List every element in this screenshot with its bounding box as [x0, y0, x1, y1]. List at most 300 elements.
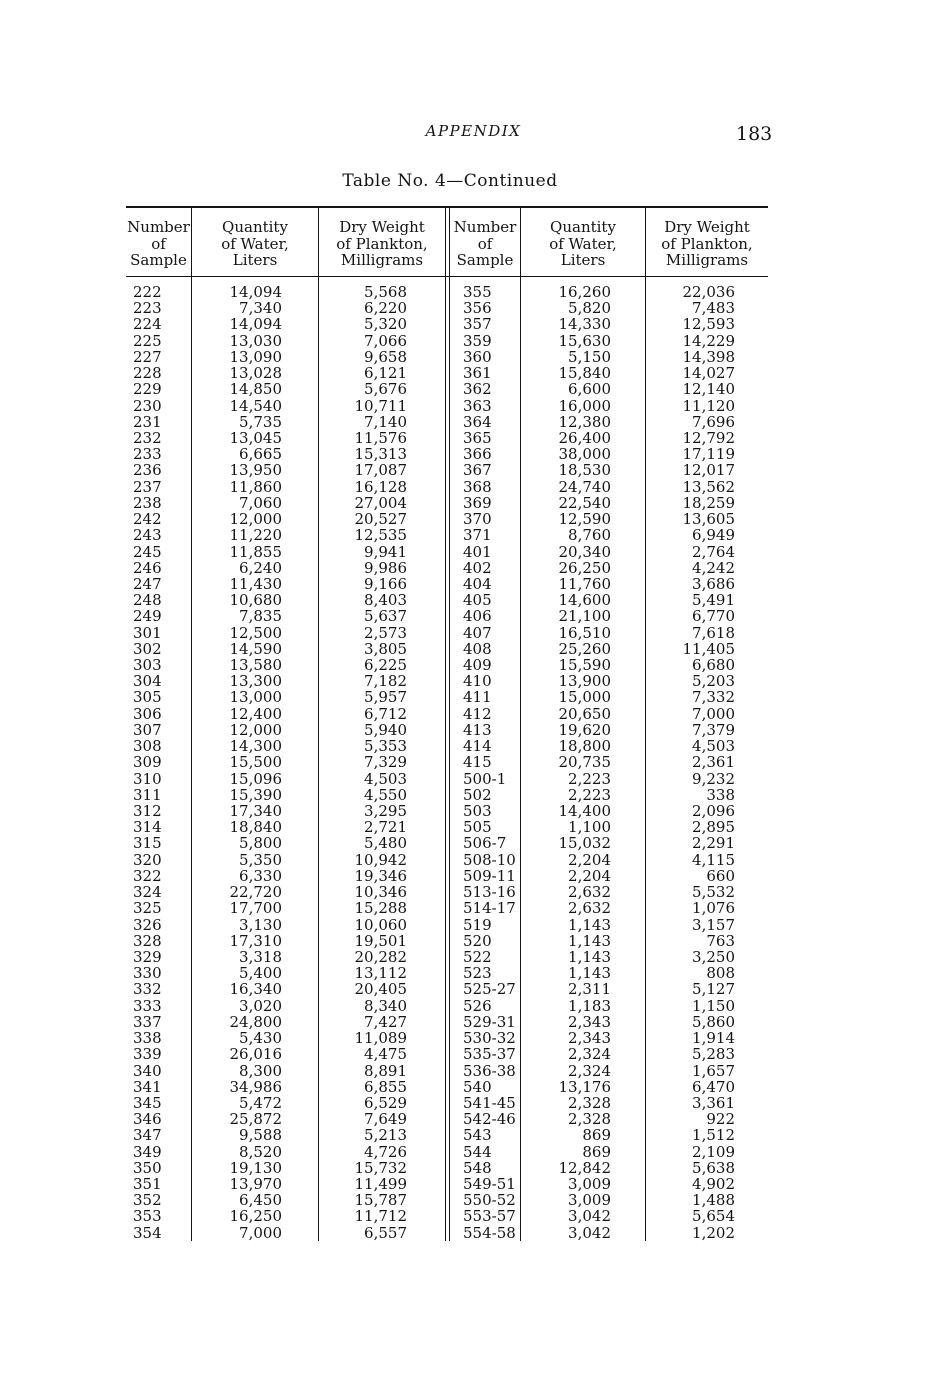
- table-cell: 346: [133, 1110, 162, 1129]
- table-cell: 502: [463, 785, 492, 804]
- table-cell: 7,618: [692, 623, 735, 642]
- header-line: Milligrams: [665, 251, 749, 269]
- table-cell: 6,529: [364, 1093, 407, 1112]
- table-cell: 5,491: [692, 591, 735, 610]
- table-cell: 5,735: [239, 412, 282, 431]
- header-line: Sample: [130, 251, 187, 269]
- table-cell: 8,760: [568, 526, 611, 545]
- header-line: of Water,: [221, 234, 289, 253]
- table-cell: 3,157: [692, 915, 735, 934]
- table-cell: 2,204: [568, 866, 611, 885]
- table-cell: 310: [133, 769, 162, 788]
- table-cell: 14,590: [229, 639, 282, 658]
- table-cell: 354: [133, 1223, 162, 1242]
- table-cell: 15,032: [558, 834, 611, 853]
- header-line: of Plankton,: [661, 234, 753, 253]
- table-cell: 535-37: [463, 1045, 516, 1064]
- table-cell: 3,318: [239, 947, 282, 966]
- table-cell: 14,300: [229, 737, 282, 756]
- header-dry-weight: [319, 219, 445, 269]
- table-cell: 355: [463, 283, 492, 301]
- table-cell: 406: [463, 607, 492, 626]
- table-title-dash: —: [446, 171, 464, 191]
- table-cell: 523: [463, 964, 492, 983]
- table-cell: 6,450: [239, 1191, 282, 1210]
- table-cell: 20,282: [354, 947, 407, 966]
- table-cell: 2,573: [364, 623, 407, 642]
- table-cell: 7,696: [692, 412, 735, 431]
- table-cell: 24,800: [229, 1012, 282, 1031]
- table-cell: 351: [133, 1175, 162, 1194]
- table-cell: 24,740: [558, 477, 611, 496]
- table-cell: 808: [706, 964, 735, 983]
- table-cell: 509-11: [463, 866, 516, 885]
- table-cell: 2,324: [568, 1061, 611, 1080]
- table-cell: 5,637: [364, 607, 407, 626]
- table-cell: 407: [463, 623, 492, 642]
- table-cell: 3,805: [364, 639, 407, 658]
- header-line: Liters: [232, 251, 278, 269]
- table-cell: 543: [463, 1126, 492, 1145]
- table-cell: 360: [463, 347, 492, 366]
- table-cell: 11,499: [354, 1175, 407, 1194]
- column-dry-weight-left: [319, 284, 407, 1241]
- table-cell: 404: [463, 574, 492, 593]
- table-cell: 7,483: [692, 299, 735, 318]
- table-cell: 554-58: [463, 1223, 516, 1242]
- table-cell: 14,850: [229, 380, 282, 399]
- table-cell: 6,121: [364, 364, 407, 383]
- table-cell: 308: [133, 737, 162, 756]
- table-cell: 231: [133, 412, 162, 431]
- table-cell: 15,096: [229, 769, 282, 788]
- header-line: Dry Weight: [664, 218, 750, 236]
- table-cell: 16,340: [229, 980, 282, 999]
- table-cell: 232: [133, 428, 162, 447]
- table-cell: 307: [133, 720, 162, 739]
- table-cell: 17,087: [354, 461, 407, 480]
- table-cell: 15,787: [354, 1191, 407, 1210]
- table-cell: 3,686: [692, 574, 735, 593]
- table-cell: 5,820: [568, 299, 611, 318]
- table-cell: 5,213: [364, 1126, 407, 1145]
- column-sample-right: [463, 284, 519, 1241]
- table-cell: 322: [133, 866, 162, 885]
- table-cell: 339: [133, 1045, 162, 1064]
- table-cell: 4,726: [364, 1142, 407, 1161]
- table-cell: 2,204: [568, 850, 611, 869]
- table-cell: 230: [133, 396, 162, 415]
- table-cell: 2,096: [692, 802, 735, 820]
- table-cell: 415: [463, 753, 492, 772]
- table-cell: 236: [133, 461, 162, 480]
- table-cell: 17,310: [229, 931, 282, 950]
- header-dry-weight-right: [646, 219, 768, 269]
- table-cell: 1,512: [692, 1126, 735, 1145]
- table-cell: 10,346: [354, 883, 407, 902]
- table-cell: 4,115: [692, 850, 735, 869]
- table-cell: 2,361: [692, 753, 735, 772]
- table-cell: 8,340: [364, 996, 407, 1015]
- table-cell: 11,430: [229, 574, 282, 593]
- table-cell: 5,480: [364, 834, 407, 853]
- table-cell: 3,020: [239, 996, 282, 1015]
- table-cell: 9,166: [364, 574, 407, 593]
- table-cell: 5,957: [364, 688, 407, 707]
- table-cell: 544: [463, 1142, 492, 1161]
- header-number-of-sample: [126, 219, 191, 269]
- table-cell: 5,638: [692, 1158, 735, 1177]
- table-cell: 4,475: [364, 1045, 407, 1064]
- table-cell: 7,379: [692, 720, 735, 739]
- table-cell: 15,500: [229, 753, 282, 772]
- table-cell: 922: [706, 1110, 735, 1129]
- table-cell: 2,632: [568, 899, 611, 918]
- header-number-of-sample-right: [450, 219, 520, 269]
- table-cell: 4,242: [692, 558, 735, 577]
- table-cell: 325: [133, 899, 162, 918]
- table-cell: 5,472: [239, 1093, 282, 1112]
- table-cell: 238: [133, 493, 162, 512]
- table-cell: 369: [463, 493, 492, 512]
- table-cell: 1,143: [568, 947, 611, 966]
- table-cell: 11,405: [682, 639, 735, 658]
- table-cell: 6,225: [364, 656, 407, 675]
- table-cell: 3,009: [568, 1175, 611, 1194]
- table-cell: 529-31: [463, 1012, 516, 1031]
- table-cell: 347: [133, 1126, 162, 1145]
- table-cell: 9,232: [692, 769, 735, 788]
- table-cell: 1,183: [568, 996, 611, 1015]
- table-cell: 13,028: [229, 364, 282, 383]
- table-cell: 5,654: [692, 1207, 735, 1226]
- table-cell: 402: [463, 558, 492, 577]
- table-cell: 337: [133, 1012, 162, 1031]
- table-cell: 227: [133, 347, 162, 366]
- table-cell: 326: [133, 915, 162, 934]
- table-cell: 19,346: [354, 866, 407, 885]
- header-line: of Plankton,: [336, 234, 428, 253]
- table-cell: 25,260: [558, 639, 611, 658]
- table-cell: 5,430: [239, 1029, 282, 1048]
- table-cell: 522: [463, 947, 492, 966]
- table-cell: 13,970: [229, 1175, 282, 1194]
- column-water-right: [521, 284, 611, 1241]
- table-cell: 22,036: [682, 283, 735, 301]
- table-cell: 7,649: [364, 1110, 407, 1129]
- table-cell: 34,986: [229, 1077, 282, 1096]
- table-cell: 3,130: [239, 915, 282, 934]
- table-cell: 6,470: [692, 1077, 735, 1096]
- table-cell: 14,330: [558, 315, 611, 334]
- table-cell: 357: [463, 315, 492, 334]
- table-cell: 5,283: [692, 1045, 735, 1064]
- table-cell: 11,576: [354, 428, 407, 447]
- table-cell: 324: [133, 883, 162, 902]
- table-cell: 303: [133, 656, 162, 675]
- header-line: of: [477, 234, 493, 253]
- table-cell: 7,060: [239, 493, 282, 512]
- table-cell: 19,501: [354, 931, 407, 950]
- header-line: Liters: [560, 251, 606, 269]
- table-cell: 503: [463, 802, 492, 820]
- table-cell: 371: [463, 526, 492, 545]
- table-cell: 1,914: [692, 1029, 735, 1048]
- table-cell: 13,030: [229, 331, 282, 350]
- table-cell: 6,240: [239, 558, 282, 577]
- table-cell: 7,182: [364, 672, 407, 691]
- table-cell: 353: [133, 1207, 162, 1226]
- table-cell: 549-51: [463, 1175, 516, 1194]
- table-cell: 6,600: [568, 380, 611, 399]
- table-cell: 356: [463, 299, 492, 318]
- table-cell: 15,000: [558, 688, 611, 707]
- table-cell: 9,941: [364, 542, 407, 561]
- table-cell: 3,250: [692, 947, 735, 966]
- table-cell: 18,259: [682, 493, 735, 512]
- table-cell: 5,400: [239, 964, 282, 983]
- table-cell: 6,557: [364, 1223, 407, 1242]
- header-line: Number: [127, 218, 190, 236]
- table-cell: 6,665: [239, 445, 282, 464]
- table-cell: 5,150: [568, 347, 611, 366]
- table-cell: 413: [463, 720, 492, 739]
- table-cell: 414: [463, 737, 492, 756]
- table-cell: 338: [133, 1029, 162, 1048]
- table-cell: 363: [463, 396, 492, 415]
- table-cell: 26,400: [558, 428, 611, 447]
- table-cell: 1,143: [568, 931, 611, 950]
- table-cell: 13,300: [229, 672, 282, 691]
- table-cell: 6,220: [364, 299, 407, 318]
- table-cell: 12,500: [229, 623, 282, 642]
- table-cell: 6,330: [239, 866, 282, 885]
- table-cell: 550-52: [463, 1191, 516, 1210]
- table-cell: 2,632: [568, 883, 611, 902]
- table-cell: 349: [133, 1142, 162, 1161]
- header-line: Quantity: [222, 218, 288, 236]
- header-quantity-of-water-right: [521, 219, 645, 269]
- table-top-rule: [126, 206, 768, 208]
- table-cell: 1,076: [692, 899, 735, 918]
- table-cell: 11,120: [682, 396, 735, 415]
- table-cell: 5,676: [364, 380, 407, 399]
- table-cell: 14,094: [229, 283, 282, 301]
- table-cell: 17,119: [682, 445, 735, 464]
- table-cell: 3,009: [568, 1191, 611, 1210]
- table-cell: 15,590: [558, 656, 611, 675]
- table-cell: 228: [133, 364, 162, 383]
- table-cell: 541-45: [463, 1093, 516, 1112]
- table-cell: 20,650: [558, 704, 611, 723]
- table-cell: 6,712: [364, 704, 407, 723]
- header-line: of: [151, 234, 166, 253]
- table-cell: 305: [133, 688, 162, 707]
- table-cell: 7,332: [692, 688, 735, 707]
- table-cell: 1,143: [568, 915, 611, 934]
- table-cell: 13,605: [682, 510, 735, 529]
- table-cell: 505: [463, 818, 492, 837]
- table-cell: 18,840: [229, 818, 282, 837]
- table-cell: 248: [133, 591, 162, 610]
- table-cell: 1,488: [692, 1191, 735, 1210]
- table-cell: 4,503: [364, 769, 407, 788]
- table-cell: 869: [582, 1126, 611, 1145]
- table-cell: 366: [463, 445, 492, 464]
- table-cell: 306: [133, 704, 162, 723]
- table-cell: 12,140: [682, 380, 735, 399]
- table-cell: 22,720: [229, 883, 282, 902]
- header-line: of Water,: [549, 234, 617, 253]
- table-cell: 359: [463, 331, 492, 350]
- table-cell: 530-32: [463, 1029, 516, 1048]
- table-cell: 12,590: [558, 510, 611, 529]
- table-cell: 367: [463, 461, 492, 480]
- table-cell: 2,109: [692, 1142, 735, 1161]
- table-cell: 245: [133, 542, 162, 561]
- table-cell: 222: [133, 283, 162, 301]
- table-cell: 340: [133, 1061, 162, 1080]
- table-header-rule: [126, 276, 768, 277]
- table-cell: 13,112: [354, 964, 407, 983]
- table-cell: 9,658: [364, 347, 407, 366]
- table-cell: 2,324: [568, 1045, 611, 1064]
- column-sample-left: [133, 284, 188, 1241]
- table-cell: 15,288: [354, 899, 407, 918]
- table-cell: 2,895: [692, 818, 735, 837]
- table-cell: 2,223: [568, 785, 611, 804]
- table-cell: 8,891: [364, 1061, 407, 1080]
- table-cell: 312: [133, 802, 162, 820]
- table-cell: 237: [133, 477, 162, 496]
- table-cell: 14,027: [682, 364, 735, 383]
- table-cell: 14,600: [558, 591, 611, 610]
- table-cell: 1,143: [568, 964, 611, 983]
- table-cell: 5,860: [692, 1012, 735, 1031]
- table-cell: 2,328: [568, 1093, 611, 1112]
- table-cell: 513-16: [463, 883, 516, 902]
- table-cell: 763: [706, 931, 735, 950]
- table-cell: 11,089: [354, 1029, 407, 1048]
- table-cell: 2,721: [364, 818, 407, 837]
- table-title-continued: Continued: [463, 171, 558, 191]
- table-cell: 16,128: [354, 477, 407, 496]
- table-cell: 11,855: [229, 542, 282, 561]
- table-cell: 3,361: [692, 1093, 735, 1112]
- table-cell: 370: [463, 510, 492, 529]
- table-cell: 12,000: [229, 510, 282, 529]
- table-cell: 10,680: [229, 591, 282, 610]
- table-cell: 20,527: [354, 510, 407, 529]
- table-cell: 15,732: [354, 1158, 407, 1177]
- table-cell: 542-46: [463, 1110, 516, 1129]
- table-cell: 7,835: [239, 607, 282, 626]
- header-line: Sample: [456, 251, 514, 269]
- table-cell: 365: [463, 428, 492, 447]
- table-cell: 7,140: [364, 412, 407, 431]
- table-cell: 9,986: [364, 558, 407, 577]
- table-cell: 2,764: [692, 542, 735, 561]
- header-line: Number: [453, 218, 517, 236]
- table-cell: 660: [706, 866, 735, 885]
- table-cell: 368: [463, 477, 492, 496]
- table-cell: 7,427: [364, 1012, 407, 1031]
- table-cell: 3,042: [568, 1223, 611, 1242]
- table-cell: 405: [463, 591, 492, 610]
- table-cell: 526: [463, 996, 492, 1015]
- table-cell: 302: [133, 639, 162, 658]
- table-cell: 412: [463, 704, 492, 723]
- table-cell: 26,250: [558, 558, 611, 577]
- table-cell: 2,343: [568, 1012, 611, 1031]
- table-cell: 2,223: [568, 769, 611, 788]
- table-cell: 364: [463, 412, 492, 431]
- table-cell: 15,840: [558, 364, 611, 383]
- table-cell: 345: [133, 1093, 162, 1112]
- table-cell: 225: [133, 331, 162, 350]
- table-cell: 408: [463, 639, 492, 658]
- table-cell: 13,562: [682, 477, 735, 496]
- table-cell: 246: [133, 558, 162, 577]
- table-cell: 309: [133, 753, 162, 772]
- table-cell: 519: [463, 915, 492, 934]
- table-cell: 38,000: [558, 445, 611, 464]
- table-cell: 21,100: [558, 607, 611, 626]
- table-cell: 341: [133, 1077, 162, 1096]
- table-cell: 12,400: [229, 704, 282, 723]
- table-cell: 242: [133, 510, 162, 529]
- table-cell: 13,900: [558, 672, 611, 691]
- table-cell: 10,942: [354, 850, 407, 869]
- table-cell: 5,353: [364, 737, 407, 756]
- table-cell: 15,630: [558, 331, 611, 350]
- page-number: 183: [736, 123, 773, 145]
- table-cell: 16,510: [558, 623, 611, 642]
- table-cell: 13,950: [229, 461, 282, 480]
- table-cell: 18,800: [558, 737, 611, 756]
- table-cell: 12,842: [558, 1158, 611, 1177]
- table-cell: 5,127: [692, 980, 735, 999]
- table-cell: 15,390: [229, 785, 282, 804]
- table-cell: 249: [133, 607, 162, 626]
- table-cell: 12,017: [682, 461, 735, 480]
- table-cell: 540: [463, 1077, 492, 1096]
- table-cell: 2,291: [692, 834, 735, 853]
- table-cell: 514-17: [463, 899, 516, 918]
- table-cell: 333: [133, 996, 162, 1015]
- table-cell: 5,203: [692, 672, 735, 691]
- table-cell: 5,800: [239, 834, 282, 853]
- table-cell: 332: [133, 980, 162, 999]
- table-cell: 11,220: [229, 526, 282, 545]
- table-cell: 14,229: [682, 331, 735, 350]
- table-cell: 20,340: [558, 542, 611, 561]
- table-cell: 5,568: [364, 283, 407, 301]
- table-cell: 8,520: [239, 1142, 282, 1161]
- table-cell: 409: [463, 656, 492, 675]
- table-cell: 301: [133, 623, 162, 642]
- table-cell: 338: [706, 785, 735, 804]
- table-cell: 304: [133, 672, 162, 691]
- table-cell: 7,000: [692, 704, 735, 723]
- table-cell: 5,940: [364, 720, 407, 739]
- table-cell: 6,855: [364, 1077, 407, 1096]
- table-cell: 7,340: [239, 299, 282, 318]
- table-cell: 520: [463, 931, 492, 950]
- table-cell: 12,593: [682, 315, 735, 334]
- header-line: Milligrams: [340, 251, 424, 269]
- table-title-number: No. 4: [397, 171, 447, 191]
